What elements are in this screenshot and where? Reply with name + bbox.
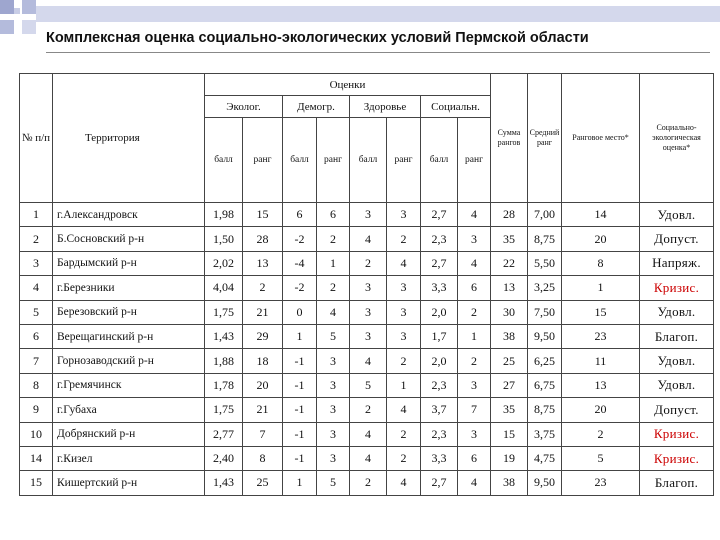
table-row — [20, 471, 714, 495]
eco-rank: 15 — [243, 203, 283, 227]
eco-rank: 28 — [243, 227, 283, 251]
territory-name: Березовский р-н — [53, 300, 205, 324]
header-rank: ранг — [458, 118, 491, 203]
social-rank: 7 — [458, 398, 491, 422]
table-row — [20, 446, 714, 470]
health-rank: 3 — [387, 276, 421, 300]
dem-ball: -1 — [283, 422, 317, 446]
header-ball: балл — [205, 118, 243, 203]
rank-sum: 28 — [491, 203, 528, 227]
table-row — [20, 398, 714, 422]
assessment-value: Удовл. — [640, 300, 714, 324]
health-rank: 3 — [387, 300, 421, 324]
eco-rank: 8 — [243, 446, 283, 470]
header-dem: Демогр. — [283, 96, 350, 118]
row-number: 3 — [20, 251, 53, 275]
assessment-value: Кризис. — [640, 446, 714, 470]
header-assessment: Социально-экологическая оценка* — [640, 74, 714, 203]
health-rank: 3 — [387, 324, 421, 348]
eco-rank: 18 — [243, 349, 283, 373]
dem-ball: -2 — [283, 276, 317, 300]
avg-rank: 6,25 — [528, 349, 562, 373]
header-rank: ранг — [243, 118, 283, 203]
dem-ball: 1 — [283, 471, 317, 495]
assessment-table — [19, 73, 714, 496]
dem-rank: 3 — [317, 398, 350, 422]
header-sum: Сумма рангов — [491, 74, 528, 203]
health-ball: 3 — [350, 300, 387, 324]
header-ball: балл — [350, 118, 387, 203]
rank-sum: 27 — [491, 373, 528, 397]
eco-ball: 2,40 — [205, 446, 243, 470]
rank-place: 8 — [562, 251, 640, 275]
territory-name: Б.Сосновский р-н — [53, 227, 205, 251]
rank-sum: 13 — [491, 276, 528, 300]
health-ball: 2 — [350, 398, 387, 422]
assessment-value: Благоп. — [640, 324, 714, 348]
dem-rank: 3 — [317, 349, 350, 373]
eco-rank: 29 — [243, 324, 283, 348]
social-rank: 6 — [458, 276, 491, 300]
table-row — [20, 251, 714, 275]
avg-rank: 5,50 — [528, 251, 562, 275]
row-number: 8 — [20, 373, 53, 397]
assessment-value: Кризис. — [640, 422, 714, 446]
social-rank: 4 — [458, 251, 491, 275]
rank-place: 23 — [562, 324, 640, 348]
header-rank: ранг — [387, 118, 421, 203]
eco-ball: 1,78 — [205, 373, 243, 397]
territory-name: Бардымский р-н — [53, 251, 205, 275]
health-rank: 2 — [387, 422, 421, 446]
row-number: 6 — [20, 324, 53, 348]
dem-ball: 6 — [283, 203, 317, 227]
health-rank: 4 — [387, 251, 421, 275]
header-num: № п/п — [20, 74, 53, 203]
social-ball: 2,7 — [421, 203, 458, 227]
social-rank: 3 — [458, 373, 491, 397]
social-ball: 2,0 — [421, 349, 458, 373]
header-territory: Территория — [53, 74, 205, 203]
social-ball: 3,3 — [421, 446, 458, 470]
eco-ball: 1,50 — [205, 227, 243, 251]
table-row — [20, 276, 714, 300]
health-ball: 2 — [350, 471, 387, 495]
eco-rank: 7 — [243, 422, 283, 446]
eco-ball: 1,43 — [205, 324, 243, 348]
rank-sum: 25 — [491, 349, 528, 373]
social-ball: 1,7 — [421, 324, 458, 348]
assessment-value: Напряж. — [640, 251, 714, 275]
health-rank: 2 — [387, 349, 421, 373]
dem-rank: 2 — [317, 276, 350, 300]
row-number: 7 — [20, 349, 53, 373]
rank-sum: 38 — [491, 324, 528, 348]
row-number: 10 — [20, 422, 53, 446]
social-ball: 2,7 — [421, 251, 458, 275]
eco-rank: 21 — [243, 300, 283, 324]
table-row — [20, 300, 714, 324]
assessment-value: Допуст. — [640, 227, 714, 251]
health-rank: 2 — [387, 446, 421, 470]
rank-sum: 35 — [491, 398, 528, 422]
row-number: 4 — [20, 276, 53, 300]
avg-rank: 4,75 — [528, 446, 562, 470]
eco-rank: 2 — [243, 276, 283, 300]
social-rank: 6 — [458, 446, 491, 470]
dem-ball: -4 — [283, 251, 317, 275]
health-ball: 3 — [350, 324, 387, 348]
dem-rank: 2 — [317, 227, 350, 251]
assessment-value: Удовл. — [640, 203, 714, 227]
rank-place: 5 — [562, 446, 640, 470]
table-row — [20, 373, 714, 397]
social-rank: 2 — [458, 349, 491, 373]
dem-rank: 5 — [317, 471, 350, 495]
avg-rank: 3,75 — [528, 422, 562, 446]
eco-ball: 2,02 — [205, 251, 243, 275]
rank-sum: 15 — [491, 422, 528, 446]
rank-place: 2 — [562, 422, 640, 446]
eco-ball: 1,43 — [205, 471, 243, 495]
eco-rank: 13 — [243, 251, 283, 275]
assessment-value: Благоп. — [640, 471, 714, 495]
territory-name: г.Губаха — [53, 398, 205, 422]
row-number: 2 — [20, 227, 53, 251]
social-ball: 2,3 — [421, 227, 458, 251]
dem-ball: 0 — [283, 300, 317, 324]
health-rank: 4 — [387, 471, 421, 495]
health-rank: 2 — [387, 227, 421, 251]
row-number: 14 — [20, 446, 53, 470]
eco-rank: 25 — [243, 471, 283, 495]
avg-rank: 3,25 — [528, 276, 562, 300]
health-rank: 3 — [387, 203, 421, 227]
row-number: 1 — [20, 203, 53, 227]
rank-place: 15 — [562, 300, 640, 324]
territory-name: Верещагинский р-н — [53, 324, 205, 348]
eco-ball: 1,75 — [205, 398, 243, 422]
social-ball: 3,7 — [421, 398, 458, 422]
eco-rank: 21 — [243, 398, 283, 422]
rank-place: 20 — [562, 227, 640, 251]
health-ball: 3 — [350, 276, 387, 300]
header-eco: Эколог. — [205, 96, 283, 118]
social-ball: 3,3 — [421, 276, 458, 300]
table-row — [20, 422, 714, 446]
social-rank: 3 — [458, 422, 491, 446]
row-number: 15 — [20, 471, 53, 495]
avg-rank: 7,00 — [528, 203, 562, 227]
table-row — [20, 203, 714, 227]
social-rank: 2 — [458, 300, 491, 324]
social-ball: 2,7 — [421, 471, 458, 495]
eco-ball: 4,04 — [205, 276, 243, 300]
avg-rank: 8,75 — [528, 398, 562, 422]
social-rank: 1 — [458, 324, 491, 348]
dem-ball: -1 — [283, 398, 317, 422]
row-number: 9 — [20, 398, 53, 422]
assessment-value: Допуст. — [640, 398, 714, 422]
header-place: Ранговое место* — [562, 74, 640, 203]
dem-rank: 3 — [317, 373, 350, 397]
eco-ball: 2,77 — [205, 422, 243, 446]
rank-sum: 19 — [491, 446, 528, 470]
dem-rank: 1 — [317, 251, 350, 275]
title-divider — [46, 52, 710, 53]
header-avg: Средний ранг — [528, 74, 562, 203]
dem-rank: 3 — [317, 446, 350, 470]
territory-name: Горнозаводский р-н — [53, 349, 205, 373]
rank-sum: 35 — [491, 227, 528, 251]
dem-ball: -1 — [283, 446, 317, 470]
health-ball: 5 — [350, 373, 387, 397]
avg-rank: 8,75 — [528, 227, 562, 251]
rank-place: 11 — [562, 349, 640, 373]
eco-ball: 1,88 — [205, 349, 243, 373]
eco-rank: 20 — [243, 373, 283, 397]
territory-name: г.Гремячинск — [53, 373, 205, 397]
health-ball: 4 — [350, 446, 387, 470]
header-group: Оценки — [205, 74, 491, 96]
dem-ball: -2 — [283, 227, 317, 251]
header-ball: балл — [421, 118, 458, 203]
rank-place: 20 — [562, 398, 640, 422]
rank-place: 1 — [562, 276, 640, 300]
territory-name: г.Александровск — [53, 203, 205, 227]
health-ball: 4 — [350, 349, 387, 373]
dem-ball: -1 — [283, 349, 317, 373]
page-title: Комплексная оценка социально-экологических условий Пермской области — [46, 30, 589, 46]
avg-rank: 9,50 — [528, 324, 562, 348]
table-row — [20, 227, 714, 251]
assessment-value: Кризис. — [640, 276, 714, 300]
eco-ball: 1,75 — [205, 300, 243, 324]
social-rank: 4 — [458, 471, 491, 495]
header-rank: ранг — [317, 118, 350, 203]
rank-place: 23 — [562, 471, 640, 495]
rank-sum: 38 — [491, 471, 528, 495]
rank-sum: 30 — [491, 300, 528, 324]
territory-name: г.Березники — [53, 276, 205, 300]
rank-place: 13 — [562, 373, 640, 397]
health-ball: 2 — [350, 251, 387, 275]
health-ball: 4 — [350, 422, 387, 446]
social-ball: 2,0 — [421, 300, 458, 324]
rank-place: 14 — [562, 203, 640, 227]
avg-rank: 9,50 — [528, 471, 562, 495]
territory-name: г.Кизел — [53, 446, 205, 470]
dem-rank: 4 — [317, 300, 350, 324]
social-rank: 3 — [458, 227, 491, 251]
dem-rank: 5 — [317, 324, 350, 348]
table-row — [20, 324, 714, 348]
territory-name: Добрянский р-н — [53, 422, 205, 446]
row-number: 5 — [20, 300, 53, 324]
health-rank: 4 — [387, 398, 421, 422]
social-rank: 4 — [458, 203, 491, 227]
social-ball: 2,3 — [421, 373, 458, 397]
header-social: Социальн. — [421, 96, 491, 118]
avg-rank: 6,75 — [528, 373, 562, 397]
social-ball: 2,3 — [421, 422, 458, 446]
header-health: Здоровье — [350, 96, 421, 118]
header-ball: балл — [283, 118, 317, 203]
territory-name: Кишертский р-н — [53, 471, 205, 495]
rank-sum: 22 — [491, 251, 528, 275]
table-row — [20, 349, 714, 373]
dem-ball: -1 — [283, 373, 317, 397]
health-ball: 4 — [350, 227, 387, 251]
assessment-value: Удовл. — [640, 349, 714, 373]
health-ball: 3 — [350, 203, 387, 227]
dem-rank: 3 — [317, 422, 350, 446]
dem-ball: 1 — [283, 324, 317, 348]
health-rank: 1 — [387, 373, 421, 397]
avg-rank: 7,50 — [528, 300, 562, 324]
dem-rank: 6 — [317, 203, 350, 227]
eco-ball: 1,98 — [205, 203, 243, 227]
assessment-value: Удовл. — [640, 373, 714, 397]
